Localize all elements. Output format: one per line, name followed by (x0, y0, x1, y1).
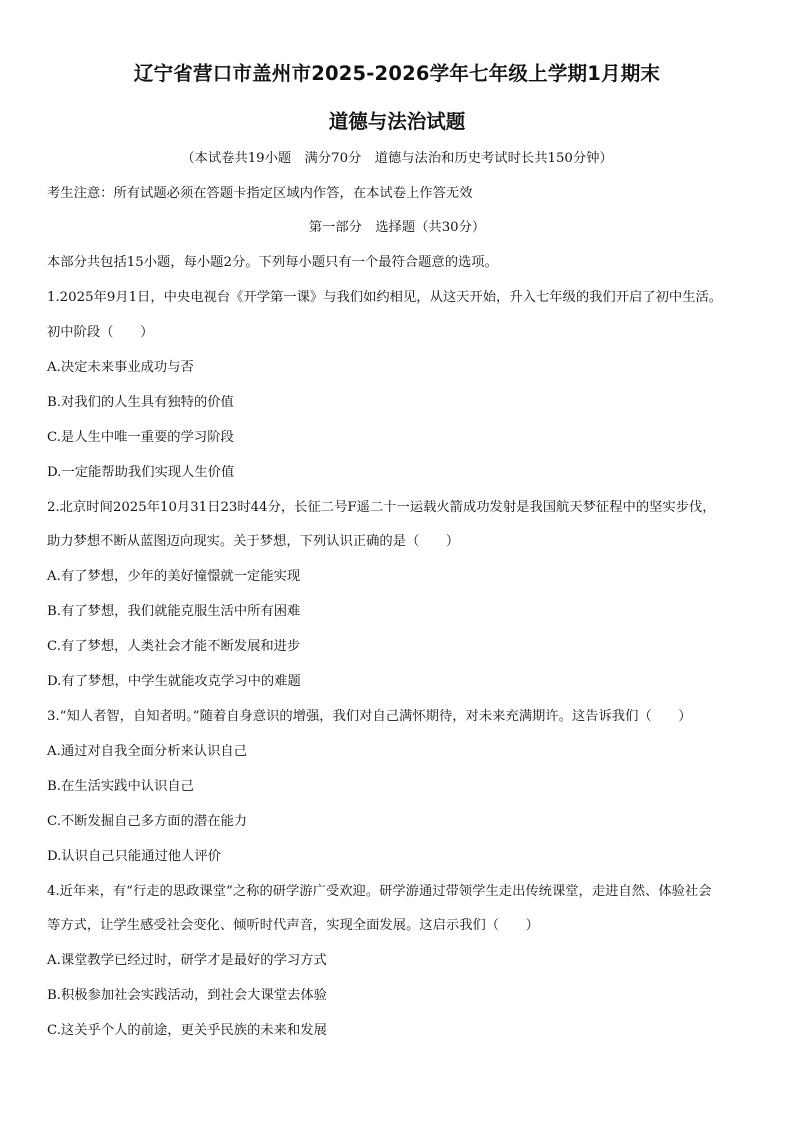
question-3-option-c: C.不断发掘自己多方面的潜在能力 (47, 814, 248, 829)
question-2-stem-line2: 助力梦想不断从蓝图迈向现实。关于梦想，下列认识正确的是（ ） (47, 534, 460, 549)
question-2-option-a: A.有了梦想，少年的美好憧憬就一定能实现 (47, 569, 301, 584)
question-1-option-b: B.对我们的人生具有独特的价值 (47, 395, 234, 410)
section-title: 第一部分 选择题（共30分） (308, 220, 486, 235)
question-4-option-c: C.这关乎个人的前途，更关乎民族的未来和发展 (47, 1023, 327, 1038)
question-4-option-b: B.积极参加社会实践活动，到社会大课堂去体验 (47, 988, 327, 1003)
question-3-option-d: D.认识自己只能通过他人评价 (47, 849, 221, 864)
question-3-stem-line1: 3.“知人者智，自知者明。”随着自身意识的增强，我们对自己满怀期待，对未来充满期许。这告诉我们（ ） (47, 709, 692, 724)
section-instructions: 本部分共包括15小题，每小题2分。下列每小题只有一个最符合题意的选项。 (47, 255, 498, 270)
question-2-stem-line1: 2.北京时间2025年10月31日23时44分，长征二号F遥二十一运载火箭成功发射是我国航天梦征程中的坚实步伐， (47, 500, 716, 515)
question-2-option-d: D.有了梦想，中学生就能攻克学习中的难题 (47, 674, 301, 689)
candidate-notice: 考生注意：所有试题必须在答题卡指定区域内作答，在本试卷上作答无效 (47, 186, 473, 201)
question-1-option-c: C.是人生中唯一重要的学习阶段 (47, 430, 234, 445)
question-3-option-a: A.通过对自我全面分析来认识自己 (47, 744, 247, 759)
question-1-stem-line2: 初中阶段（ ） (47, 325, 154, 340)
question-1-option-a: A.决定未来事业成功与否 (47, 360, 194, 375)
exam-title-line1: 辽宁省营口市盖州市2025-2026学年七年级上学期1月期末 (133, 62, 661, 85)
question-1-stem-line1: 1.2025年9月1日，中央电视台《开学第一课》与我们如约相见，从这天开始，升入七年级的我们开启了初中生活。 (47, 290, 723, 305)
exam-info: （本试卷共19小题 满分70分 道德与法治和历史考试时长共150分钟） (181, 151, 613, 166)
question-4-stem-line1: 4.近年来，有“行走的思政课堂”之称的研学游广受欢迎。研学游通过带领学生走出传统课堂，走进自然、体验社会 (47, 884, 712, 899)
question-2-option-b: B.有了梦想，我们就能克服生活中所有困难 (47, 604, 301, 619)
question-1-option-d: D.一定能帮助我们实现人生价值 (47, 465, 235, 480)
question-4-stem-line2: 等方式，让学生感受社会变化、倾听时代声音，实现全面发展。这启示我们（ ） (47, 918, 539, 933)
question-4-option-a: A.课堂教学已经过时，研学才是最好的学习方式 (47, 953, 327, 968)
exam-title-line2: 道德与法治试题 (328, 110, 466, 133)
question-2-option-c: C.有了梦想，人类社会才能不断发展和进步 (47, 639, 301, 654)
question-3-option-b: B.在生活实践中认识自己 (47, 779, 194, 794)
